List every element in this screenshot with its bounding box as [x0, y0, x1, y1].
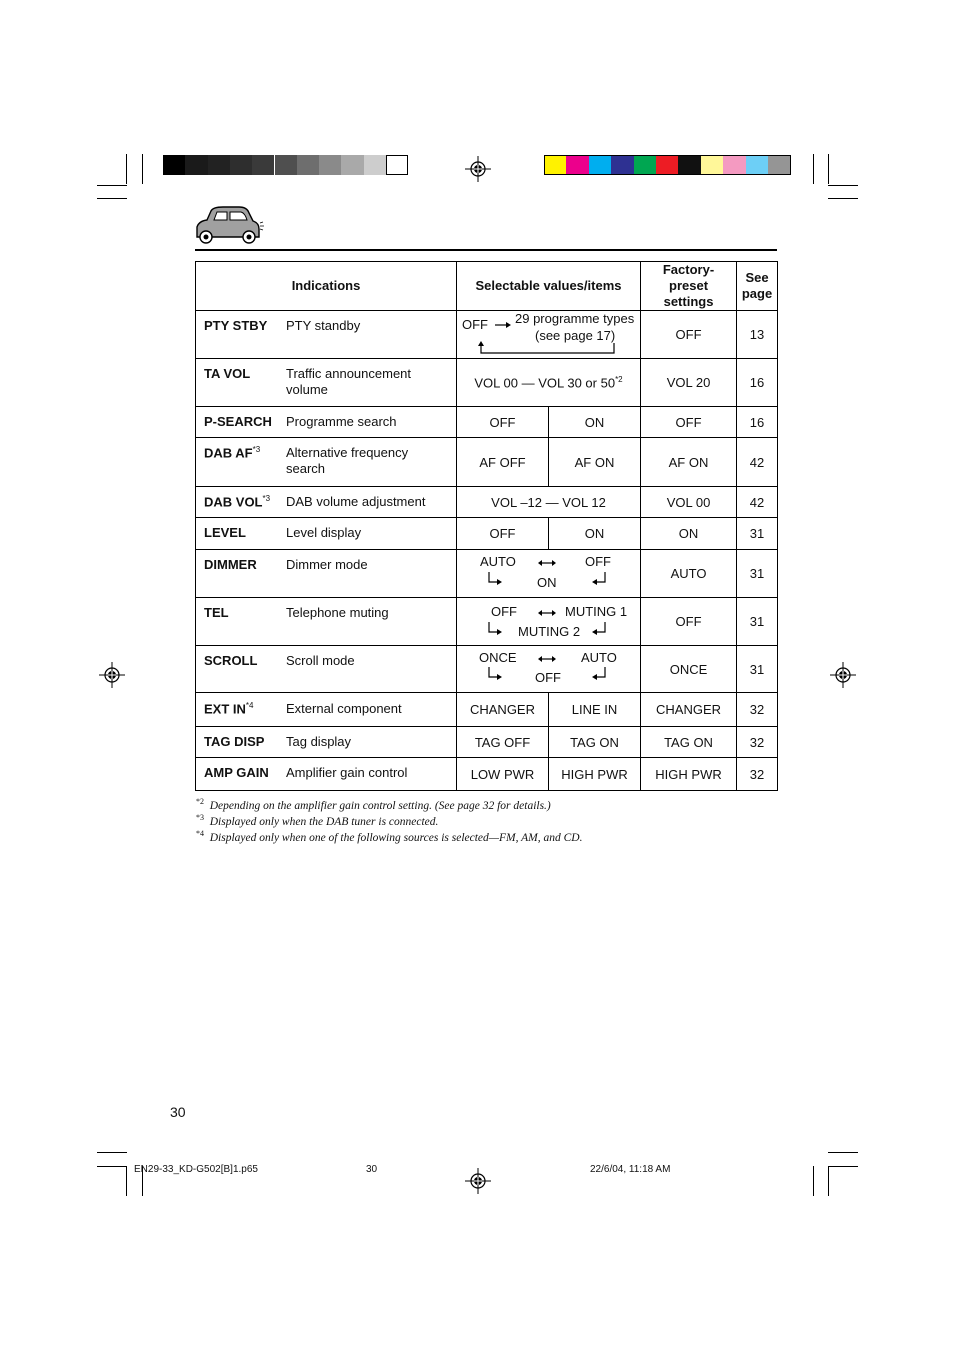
arrow-both-icon: [538, 558, 556, 568]
page-cell: 31: [737, 646, 778, 693]
indication-desc: Level display: [286, 525, 362, 540]
factory-cell: VOL 20: [641, 359, 737, 407]
page-cell: 32: [737, 693, 778, 727]
gray-swatch: [163, 155, 185, 175]
value-option: ONCE: [479, 650, 517, 665]
arrow-both-icon: [538, 608, 556, 618]
table-row: [196, 518, 778, 550]
gray-swatch: [319, 155, 341, 175]
indication-code-text: DAB AF: [204, 445, 253, 461]
factory-cell: ONCE: [641, 646, 737, 693]
factory-cell: HIGH PWR: [641, 758, 737, 791]
indication-code: [204, 701, 253, 716]
car-icon: [193, 203, 265, 247]
indication-desc: External component: [286, 701, 402, 716]
indication-desc: Traffic announcement volume: [286, 366, 412, 397]
indication-cell: [196, 693, 457, 727]
print-page: 30: [366, 1164, 378, 1175]
registration-mark-icon: [465, 1168, 491, 1194]
table-row: [196, 550, 778, 598]
cycle-return-arrow-icon: [475, 341, 617, 355]
value-option: OFF: [462, 317, 488, 332]
gray-swatch: [185, 155, 207, 175]
crop-mark: [126, 154, 127, 184]
value-cell: [457, 550, 641, 598]
footnote: [196, 829, 583, 844]
gray-swatch: [386, 155, 408, 175]
indication-cell: [196, 550, 457, 598]
arrow-both-icon: [538, 654, 556, 664]
crop-mark: [828, 1166, 829, 1196]
value-option: AF ON: [549, 438, 641, 487]
value-cell: [457, 311, 641, 359]
arrow-up-left-icon: [591, 572, 607, 586]
value-option: LOW PWR: [457, 758, 549, 791]
col-header-selectable: Selectable values/items: [457, 262, 641, 311]
value-option: TAG ON: [549, 727, 641, 758]
arrow-down-right-icon: [487, 622, 503, 636]
col-header-factory-label: Factory-preset settings: [662, 262, 715, 309]
indication-code: [204, 494, 270, 509]
value-option: OFF: [585, 554, 611, 569]
indication-cell: [196, 758, 457, 791]
value-option: OFF: [535, 670, 561, 685]
indication-cell: [196, 438, 457, 487]
value-option: OFF: [457, 518, 549, 550]
value-option: 29 programme types: [515, 311, 635, 326]
value-option: AUTO: [581, 650, 617, 665]
table-row: [196, 646, 778, 693]
indication-cell: [196, 407, 457, 438]
gray-swatch: [341, 155, 363, 175]
page-cell: 13: [737, 311, 778, 359]
indication-code: AMP GAIN: [204, 765, 269, 780]
indication-cell: [196, 727, 457, 758]
gray-swatch: [252, 155, 274, 175]
value-option-note: (see page 17): [535, 328, 616, 343]
arrow-down-right-icon: [487, 667, 503, 681]
gray-swatch: [230, 155, 252, 175]
gray-swatch: [297, 155, 319, 175]
indication-desc: Tag display: [286, 734, 352, 749]
indication-desc: Dimmer mode: [286, 557, 368, 572]
gray-swatch: [364, 155, 386, 175]
footnote-mark: *4: [196, 829, 204, 838]
factory-cell: VOL 00: [641, 487, 737, 518]
crop-mark: [828, 1166, 858, 1167]
page-cell: 31: [737, 550, 778, 598]
indication-desc: Scroll mode: [286, 653, 355, 668]
table-row: [196, 311, 778, 359]
page-cell: 42: [737, 438, 778, 487]
indication-desc: Alternative frequency search: [286, 445, 409, 476]
page-cell: 31: [737, 598, 778, 646]
value-option: TAG OFF: [457, 727, 549, 758]
value-option: HIGH PWR: [549, 758, 641, 791]
value-option: CHANGER: [457, 693, 549, 727]
factory-cell: ON: [641, 518, 737, 550]
indication-cell: [196, 598, 457, 646]
table-header-row: [196, 262, 778, 311]
indication-code: PTY STBY: [204, 318, 268, 333]
footnote-ref: *2: [615, 374, 623, 384]
page-cell: 16: [737, 407, 778, 438]
indication-cell: [196, 487, 457, 518]
factory-cell: AF ON: [641, 438, 737, 487]
registration-mark-icon: [830, 662, 856, 688]
value-option: LINE IN: [549, 693, 641, 727]
value-option: ON: [537, 575, 557, 590]
crop-mark: [126, 1166, 127, 1196]
page-cell: 32: [737, 758, 778, 791]
value-option: OFF: [491, 604, 517, 619]
header-rule: [195, 249, 777, 251]
footnote: [196, 813, 438, 828]
value-range: VOL –12 — VOL 12: [457, 487, 641, 518]
value-option: AF OFF: [457, 438, 549, 487]
value-option: MUTING 1: [565, 604, 628, 619]
indication-code: TA VOL: [204, 366, 251, 381]
table-row: [196, 693, 778, 727]
value-option: AUTO: [480, 554, 516, 569]
indication-code: SCROLL: [204, 653, 258, 668]
footnote-text: Depending on the amplifier gain control setting. (See page 32 for details.): [209, 799, 551, 812]
table-row: [196, 598, 778, 646]
footnote-text: Displayed only when one of the following sources is selected—FM, AM, and CD.: [209, 831, 583, 844]
table-row: [196, 727, 778, 758]
value-option: OFF: [457, 407, 549, 438]
table-row: [196, 407, 778, 438]
color-bar-outline: [544, 155, 791, 175]
col-header-see-page-label: See page: [741, 270, 773, 301]
value-range: VOL 00 — VOL 30 or 50: [474, 375, 616, 391]
table-row: [196, 359, 778, 407]
table-row: [196, 758, 778, 791]
value-option: ON: [549, 407, 641, 438]
gray-swatch: [208, 155, 230, 175]
page-cell: 42: [737, 487, 778, 518]
col-header-factory: [641, 262, 737, 311]
value-option: ON: [549, 518, 641, 550]
table-row: [196, 487, 778, 518]
page-cell: 31: [737, 518, 778, 550]
footnote: [196, 797, 551, 812]
factory-cell: OFF: [641, 598, 737, 646]
indication-code: [204, 445, 260, 460]
arrow-down-right-icon: [487, 572, 503, 586]
factory-cell: AUTO: [641, 550, 737, 598]
value-cell: [457, 598, 641, 646]
crop-mark: [97, 185, 127, 186]
crop-mark: [813, 1166, 814, 1196]
indication-cell: [196, 646, 457, 693]
gray-swatch: [275, 155, 297, 175]
indication-desc: Programme search: [286, 414, 397, 429]
indication-desc: DAB volume adjustment: [286, 494, 426, 509]
indication-desc: Telephone muting: [286, 605, 389, 620]
value-option: MUTING 2: [518, 624, 581, 639]
col-header-indications: Indications: [196, 262, 457, 311]
value-cell: [457, 646, 641, 693]
value-cell: [457, 359, 641, 407]
indication-desc: Amplifier gain control: [286, 765, 408, 780]
indication-code-text: EXT IN: [204, 701, 246, 717]
crop-mark: [828, 154, 829, 184]
indication-cell: [196, 311, 457, 359]
footnote-mark: *3: [196, 813, 204, 822]
table-row: [196, 438, 778, 487]
factory-cell: TAG ON: [641, 727, 737, 758]
arrow-up-left-icon: [591, 622, 607, 636]
footnote-ref: *3: [262, 494, 271, 503]
indication-code: TAG DISP: [204, 734, 265, 749]
registration-mark-icon: [465, 156, 491, 182]
crop-mark: [828, 1152, 858, 1153]
crop-mark: [813, 154, 814, 184]
factory-cell: OFF: [641, 311, 737, 359]
indication-desc: PTY standby: [286, 318, 361, 333]
crop-mark: [97, 1152, 127, 1153]
crop-mark: [142, 154, 143, 184]
print-date: 22/6/04, 11:18 AM: [590, 1164, 671, 1175]
registration-mark-icon: [99, 662, 125, 688]
crop-mark: [828, 198, 858, 199]
footnote-text: Displayed only when the DAB tuner is connected.: [209, 815, 439, 828]
indication-cell: [196, 359, 457, 407]
footnote-ref: *3: [252, 445, 261, 454]
page-cell: 16: [737, 359, 778, 407]
page-cell: 32: [737, 727, 778, 758]
factory-cell: OFF: [641, 407, 737, 438]
arrow-right-icon: [494, 320, 512, 330]
factory-cell: CHANGER: [641, 693, 737, 727]
indication-code: P-SEARCH: [204, 414, 272, 429]
page-number: 30: [170, 1104, 186, 1120]
print-file-name: EN29-33_KD-G502[B]1.p65: [134, 1164, 258, 1175]
indication-code: DIMMER: [204, 557, 257, 572]
indication-cell: [196, 518, 457, 550]
settings-table: [195, 261, 778, 791]
crop-mark: [97, 198, 127, 199]
crop-mark: [97, 1166, 127, 1167]
col-header-see-page: [737, 262, 778, 311]
footnote-mark: *2: [196, 797, 204, 806]
indication-code: TEL: [204, 605, 229, 620]
crop-mark: [828, 185, 858, 186]
indication-code-text: DAB VOL: [204, 494, 263, 510]
arrow-up-left-icon: [591, 667, 607, 681]
indication-code: LEVEL: [204, 525, 246, 540]
footnote-ref: *4: [245, 701, 254, 710]
